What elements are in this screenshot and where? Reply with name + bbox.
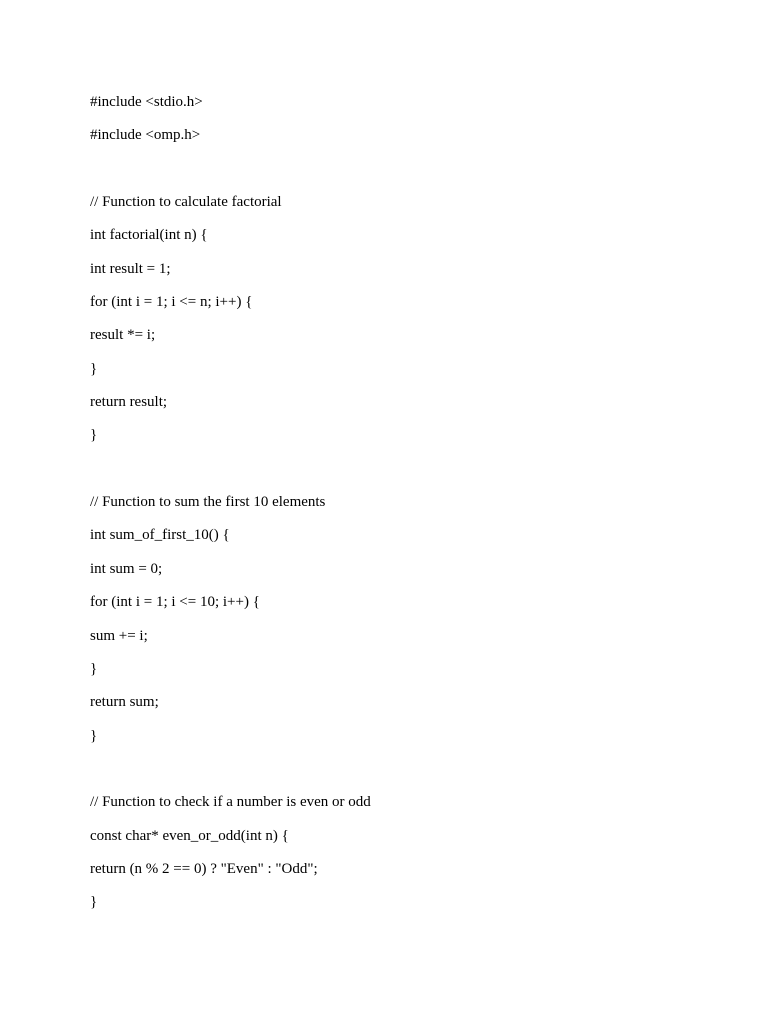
code-line-include-omp: #include <omp.h>: [90, 127, 201, 144]
code-line-include-stdio: #include <stdio.h>: [90, 94, 203, 110]
blank-line: [90, 453, 730, 486]
code-line-close-brace: }: [90, 660, 98, 677]
comment-even-or-odd: // Function to check if a number is even or odd: [90, 794, 371, 811]
code-line-sum-add: sum += i;: [90, 627, 148, 644]
code-line-close-brace: }: [90, 894, 98, 911]
code-line-close-brace: }: [90, 360, 98, 377]
code-line-return-sum: return sum;: [90, 694, 159, 711]
code-line-factorial-loop: for (int i = 1; i <= n; i++) {: [90, 294, 253, 311]
code-line-close-brace: }: [90, 427, 98, 444]
code-line-result-init: int result = 1;: [90, 260, 171, 277]
code-line-close-brace: }: [90, 727, 98, 744]
code-line-sum-signature: int sum_of_first_10() {: [90, 527, 230, 544]
comment-sum-first-10: // Function to sum the first 10 elements: [90, 494, 326, 511]
code-line-even-odd-signature: const char* even_or_odd(int n) {: [90, 827, 289, 844]
code-line-return-result: return result;: [90, 394, 168, 411]
blank-line: [90, 153, 730, 186]
comment-factorial: // Function to calculate factorial: [90, 194, 282, 211]
code-line-sum-loop: for (int i = 1; i <= 10; i++) {: [90, 594, 260, 611]
code-text-block: [90, 86, 730, 920]
blank-line: [90, 753, 730, 786]
code-line-even-odd-return: return (n % 2 == 0) ? "Even" : "Odd";: [90, 860, 318, 877]
code-line-factorial-signature: int factorial(int n) {: [90, 227, 208, 244]
code-line-result-multiply: result *= i;: [90, 327, 156, 344]
code-line-sum-init: int sum = 0;: [90, 560, 163, 577]
